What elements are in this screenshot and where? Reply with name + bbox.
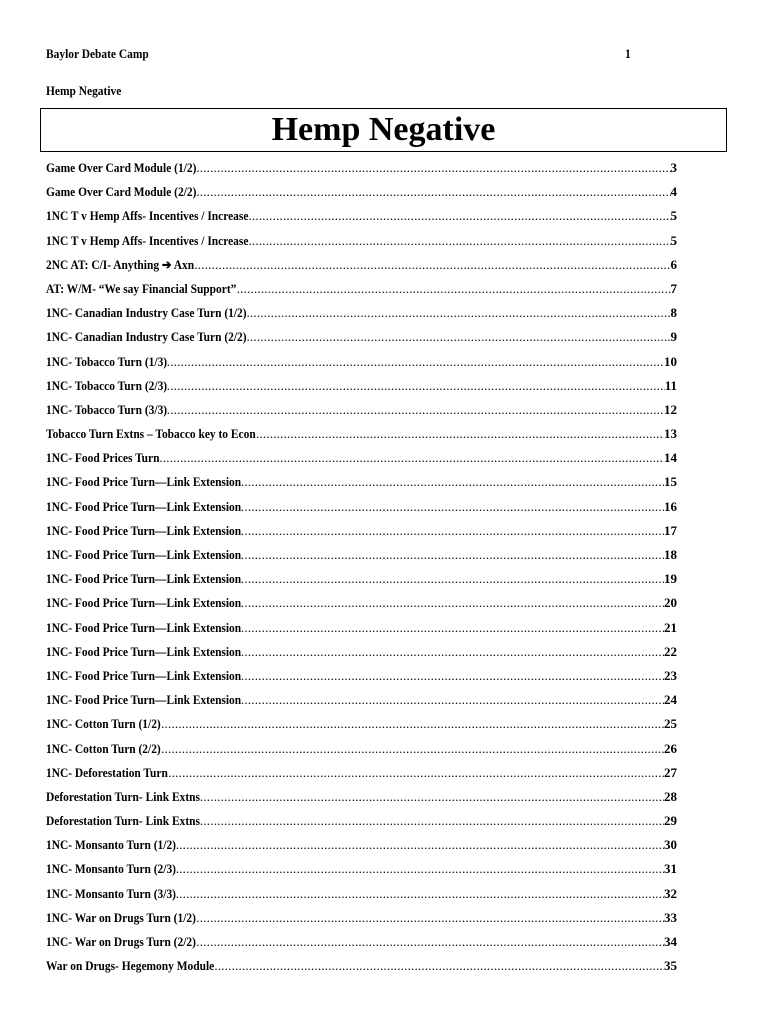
toc-entry-title: Deforestation Turn- Link Extns — [46, 788, 200, 804]
toc-dot-leader — [241, 498, 664, 515]
toc-dot-leader — [247, 304, 671, 321]
toc-entry-title: 1NC- Canadian Industry Case Turn (2/2) — [46, 329, 247, 345]
toc-entry[interactable] — [46, 377, 677, 401]
toc-entry-title: 1NC- War on Drugs Turn (2/2) — [46, 934, 196, 949]
toc-entry[interactable] — [46, 909, 677, 933]
toc-dot-leader — [241, 546, 664, 563]
toc-entry-title: 1NC- War on Drugs Turn (1/2) — [46, 909, 196, 925]
toc-entry[interactable] — [46, 812, 677, 836]
toc-dot-leader — [161, 715, 664, 732]
toc-entry[interactable] — [46, 885, 677, 909]
toc-entry-title: 1NC- Food Price Turn—Link Extension — [46, 498, 242, 514]
toc-entry[interactable] — [46, 207, 677, 231]
toc-entry-page: 32 — [664, 885, 677, 901]
toc-dot-leader — [248, 232, 670, 249]
toc-entry[interactable] — [46, 667, 677, 691]
toc-entry-page: 6 — [670, 256, 677, 272]
toc-dot-leader — [176, 885, 664, 902]
table-of-contents — [46, 159, 677, 981]
toc-entry-page: 21 — [664, 619, 677, 635]
toc-entry-title: 1NC- Monsanto Turn (3/3) — [46, 885, 176, 901]
toc-dot-leader — [196, 909, 664, 926]
toc-entry-title: Deforestation Turn- Link Extns — [46, 813, 200, 829]
toc-dot-leader — [241, 473, 664, 490]
toc-entry-title: 1NC- Tobacco Turn (3/3) — [46, 401, 168, 417]
toc-entry-page: 15 — [664, 474, 677, 490]
toc-entry-title: 1NC- Food Price Turn—Link Extension — [46, 547, 242, 562]
toc-dot-leader — [237, 280, 671, 297]
toc-entry-title: 1NC- Food Price Turn—Link Extension — [46, 619, 242, 635]
toc-entry[interactable] — [46, 546, 677, 570]
toc-entry-page: 28 — [664, 788, 677, 804]
toc-entry[interactable] — [46, 594, 677, 618]
toc-entry-title: 1NC- Monsanto Turn (1/2) — [46, 837, 176, 853]
toc-entry-page: 25 — [664, 716, 677, 732]
toc-entry-page: 20 — [664, 595, 677, 611]
toc-entry-title: 1NC- Tobacco Turn (2/3) — [46, 377, 168, 393]
toc-entry-title: 2NC AT: C/I- Anything ➔ Axn — [46, 256, 195, 272]
toc-entry[interactable] — [46, 570, 677, 594]
toc-entry-title: 1NC T v Hemp Affs- Incentives / Increase — [46, 208, 249, 224]
toc-entry-title: Tobacco Turn Extns – Tobacco key to Econ — [46, 426, 256, 442]
toc-entry[interactable] — [46, 522, 677, 546]
toc-entry-page: 12 — [664, 401, 677, 417]
toc-entry-page: 8 — [670, 305, 677, 321]
toc-entry-title: 1NC- Food Price Turn—Link Extension — [46, 643, 242, 659]
toc-entry-title: 1NC- Food Price Turn—Link Extension — [46, 474, 242, 490]
toc-entry[interactable] — [46, 183, 677, 207]
page-title: Hemp Negative — [271, 111, 496, 148]
toc-dot-leader — [176, 836, 664, 853]
toc-entry-title: 1NC- Canadian Industry Case Turn (1/2) — [46, 305, 247, 321]
toc-dot-leader — [196, 159, 670, 176]
toc-entry[interactable] — [46, 933, 677, 957]
toc-entry-page: 26 — [664, 740, 677, 756]
header-page-number: 1 — [625, 46, 631, 61]
toc-dot-leader — [196, 933, 664, 950]
toc-entry-page: 7 — [670, 280, 677, 296]
toc-entry[interactable] — [46, 159, 677, 183]
toc-entry[interactable] — [46, 401, 677, 425]
toc-dot-leader — [167, 377, 665, 394]
toc-entry-title: 1NC- Food Price Turn—Link Extension — [46, 667, 242, 683]
toc-dot-leader — [194, 256, 670, 273]
toc-dot-leader — [241, 667, 664, 684]
toc-dot-leader — [167, 353, 664, 370]
toc-entry[interactable] — [46, 256, 677, 280]
toc-entry-title: 1NC- Food Price Turn—Link Extension — [46, 522, 242, 538]
toc-entry[interactable] — [46, 498, 677, 522]
toc-dot-leader — [241, 522, 664, 539]
toc-entry-title: 1NC- Cotton Turn (1/2) — [46, 716, 161, 732]
toc-dot-leader — [241, 691, 664, 708]
toc-entry-title: Game Over Card Module (1/2) — [46, 160, 197, 175]
header-subtitle: Hemp Negative — [46, 83, 122, 98]
toc-entry[interactable] — [46, 957, 677, 981]
toc-entry-title: 1NC T v Hemp Affs- Incentives / Increase — [46, 232, 249, 248]
toc-entry-page: 35 — [664, 958, 677, 974]
toc-entry[interactable] — [46, 304, 677, 328]
toc-dot-leader — [241, 619, 664, 636]
toc-entry-title: AT: W/M- “We say Financial Support” — [46, 280, 237, 296]
toc-entry-page: 5 — [670, 232, 677, 248]
toc-entry-title: 1NC- Food Prices Turn — [46, 450, 160, 466]
toc-entry[interactable] — [46, 449, 677, 473]
toc-entry-page: 14 — [664, 450, 677, 466]
toc-entry-page: 13 — [664, 426, 677, 442]
toc-entry[interactable] — [46, 280, 677, 304]
toc-entry-page: 16 — [664, 498, 677, 514]
toc-entry[interactable] — [46, 715, 677, 739]
toc-dot-leader — [241, 643, 664, 660]
toc-entry[interactable] — [46, 788, 677, 812]
toc-entry-page: 5 — [670, 208, 677, 224]
toc-entry[interactable] — [46, 473, 677, 497]
toc-entry[interactable] — [46, 643, 677, 667]
toc-dot-leader — [256, 425, 664, 442]
toc-entry-page: 18 — [664, 547, 677, 562]
toc-entry-page: 10 — [664, 353, 677, 369]
toc-entry[interactable] — [46, 691, 677, 715]
toc-entry-page: 4 — [670, 184, 677, 200]
toc-entry-title: War on Drugs- Hegemony Module — [46, 958, 215, 974]
toc-dot-leader — [200, 788, 664, 805]
toc-dot-leader — [241, 570, 664, 587]
toc-entry-page: 11 — [664, 377, 677, 393]
toc-dot-leader — [241, 594, 664, 611]
toc-entry[interactable] — [46, 740, 677, 764]
toc-entry[interactable] — [46, 328, 677, 352]
toc-dot-leader — [200, 812, 664, 829]
toc-entry[interactable] — [46, 860, 677, 884]
toc-dot-leader — [159, 449, 664, 466]
toc-entry-title: 1NC- Food Price Turn—Link Extension — [46, 571, 242, 587]
toc-entry-page: 19 — [664, 571, 677, 587]
toc-entry[interactable] — [46, 836, 677, 860]
toc-entry-title: 1NC- Monsanto Turn (2/3) — [46, 861, 176, 877]
toc-dot-leader — [161, 740, 664, 757]
toc-entry-page: 27 — [664, 764, 677, 780]
toc-entry[interactable] — [46, 232, 677, 256]
toc-entry-page: 3 — [670, 160, 677, 175]
toc-entry-title: 1NC- Deforestation Turn — [46, 764, 168, 780]
toc-dot-leader — [214, 957, 664, 974]
title-box — [40, 108, 727, 152]
toc-entry-page: 31 — [664, 861, 677, 877]
toc-dot-leader — [248, 207, 670, 224]
toc-entry-page: 17 — [664, 522, 677, 538]
toc-dot-leader — [247, 328, 671, 345]
toc-dot-leader — [167, 401, 664, 418]
toc-entry-page: 30 — [664, 837, 677, 853]
toc-entry[interactable] — [46, 353, 677, 377]
toc-entry-page: 33 — [664, 909, 677, 925]
toc-entry-page: 29 — [664, 813, 677, 829]
toc-entry-title: 1NC- Tobacco Turn (1/3) — [46, 353, 168, 369]
toc-entry-title: 1NC- Cotton Turn (2/2) — [46, 740, 161, 756]
toc-entry-page: 34 — [664, 934, 677, 949]
toc-dot-leader — [168, 764, 664, 781]
header-camp-name: Baylor Debate Camp — [46, 46, 149, 61]
toc-entry-title: 1NC- Food Price Turn—Link Extension — [46, 692, 242, 708]
toc-entry[interactable] — [46, 425, 677, 449]
toc-entry-title: Game Over Card Module (2/2) — [46, 184, 197, 200]
toc-entry-page: 23 — [664, 667, 677, 683]
toc-entry-page: 22 — [664, 643, 677, 659]
toc-entry-page: 9 — [670, 329, 677, 345]
toc-entry-title: 1NC- Food Price Turn—Link Extension — [46, 595, 242, 611]
toc-entry[interactable] — [46, 764, 677, 788]
toc-dot-leader — [196, 183, 670, 200]
toc-entry-page: 24 — [664, 692, 677, 708]
toc-dot-leader — [176, 860, 664, 877]
toc-entry[interactable] — [46, 619, 677, 643]
